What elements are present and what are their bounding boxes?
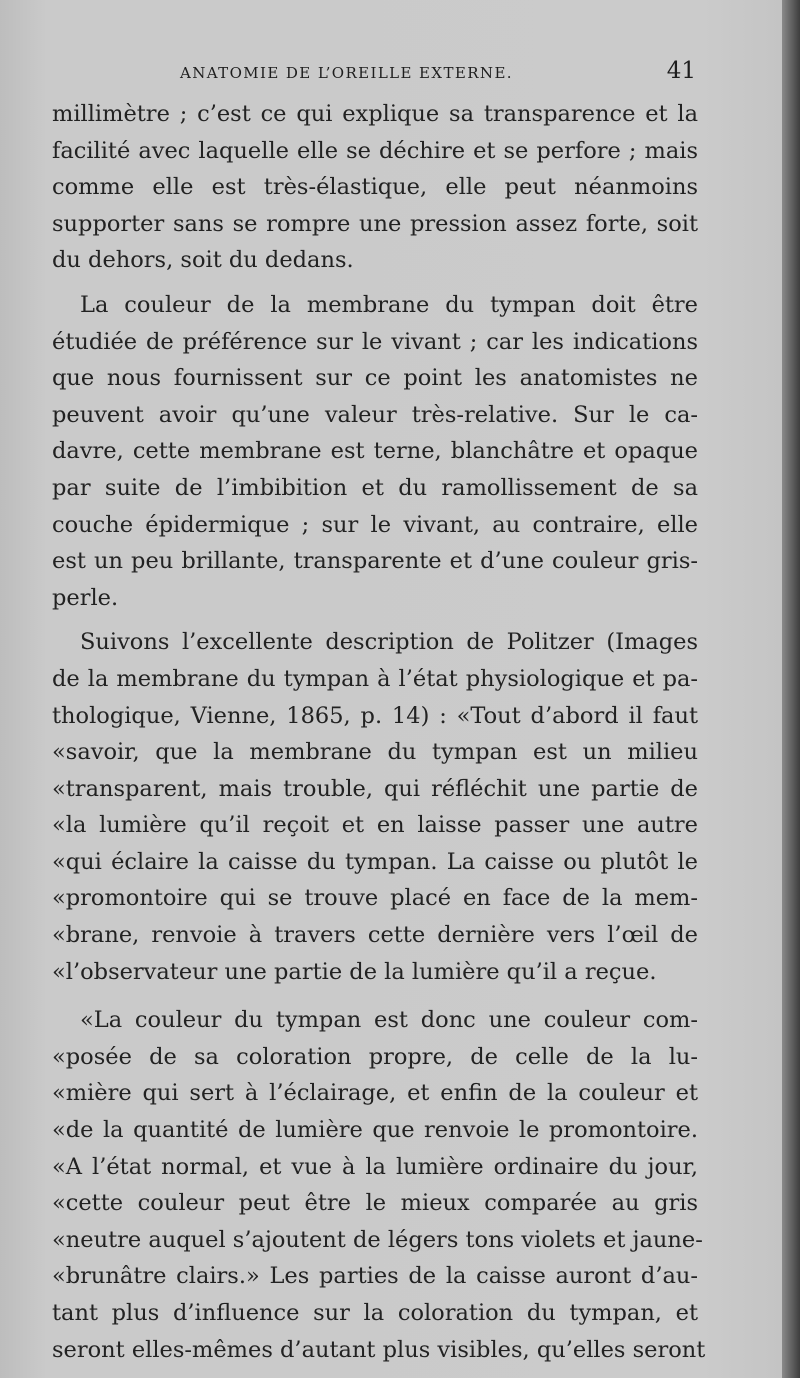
text-line: «savoir, que la membrane du tympan est un milieu [52,739,698,766]
text-line: millimètre ; c’est ce qui explique sa transparence et la [52,101,698,127]
text-line: de la membrane du tympan à l’état physiologique et pa- [52,665,698,692]
text-line: tant plus d’influence sur la coloration du tympan, et [52,1300,698,1326]
text-line: Suivons l’excellente description de Politzer (Images [80,629,698,656]
text-line: étudiée de préférence sur le vivant ; car les indications [52,328,698,355]
text-line: thologique, Vienne, 1865, p. 14) : «Tout d’abord il faut [52,702,698,729]
text-line: «neutre auquel s’ajoutent de légers tons violets et jaune- [52,1226,703,1253]
text-line: «de la quantité de lumière que renvoie le promontoire. [52,1117,698,1144]
text-line: seront elles-mêmes d’autant plus visibles, qu’elles seront [52,1336,706,1363]
text-line: comme elle est très-élastique, elle peut néanmoins [52,174,698,201]
text-line: «transparent, mais trouble, qui réfléchit une partie de [52,775,698,802]
text-line: davre, cette membrane est terne, blanchâtre et opaque [52,438,698,465]
text-line: «brane, renvoie à travers cette dernière vers l’œil de [52,922,698,949]
text-line: «brunâtre clairs.» Les parties de la caisse auront d’au- [52,1263,698,1290]
text-line: par suite de l’imbibition et du ramollissement de sa [52,474,698,501]
text-line: perle. [52,584,119,611]
text-line: «A l’état normal, et vue à la lumière ordinaire du jour, [52,1153,698,1180]
text-line: «promontoire qui se trouve placé en face de la mem- [52,885,698,912]
page-text [52,96,706,1368]
text-line: facilité avec laquelle elle se déchire et se perfore ; mais [52,137,698,164]
text-line: «la lumière qu’il reçoit et en laisse passer une autre [52,812,698,839]
text-line: «l’observateur une partie de la lumière qu’il a reçue. [52,958,657,985]
page-edge-shadow [782,0,800,1378]
text-line: couche épidermique ; sur le vivant, au contraire, elle [52,511,698,538]
running-title: ANATOMIE DE L’OREILLE EXTERNE. [180,64,513,82]
text-line: «La couleur du tympan est donc une couleur com- [80,1007,698,1034]
text-line: «qui éclaire la caisse du tympan. La caisse ou plutôt le [52,848,698,875]
text-line: peuvent avoir qu’une valeur très-relative. Sur le ca- [52,401,698,428]
text-line: que nous fournissent sur ce point les anatomistes ne [52,365,698,392]
text-line: est un peu brillante, transparente et d’une couleur gris- [52,548,698,575]
text-line: supporter sans se rompre une pression assez forte, soit [52,210,698,237]
text-line: du dehors, soit du dedans. [52,247,354,274]
text-line: «cette couleur peut être le mieux comparée au gris [52,1190,698,1217]
text-line: La couleur de la membrane du tympan doit être [80,291,698,318]
text-line: «posée de sa coloration propre, de celle de la lu- [52,1043,698,1070]
page-header [52,58,700,88]
text-line: «mière qui sert à l’éclairage, et enfin de la couleur et [52,1080,698,1107]
page-number: 41 [666,58,696,84]
